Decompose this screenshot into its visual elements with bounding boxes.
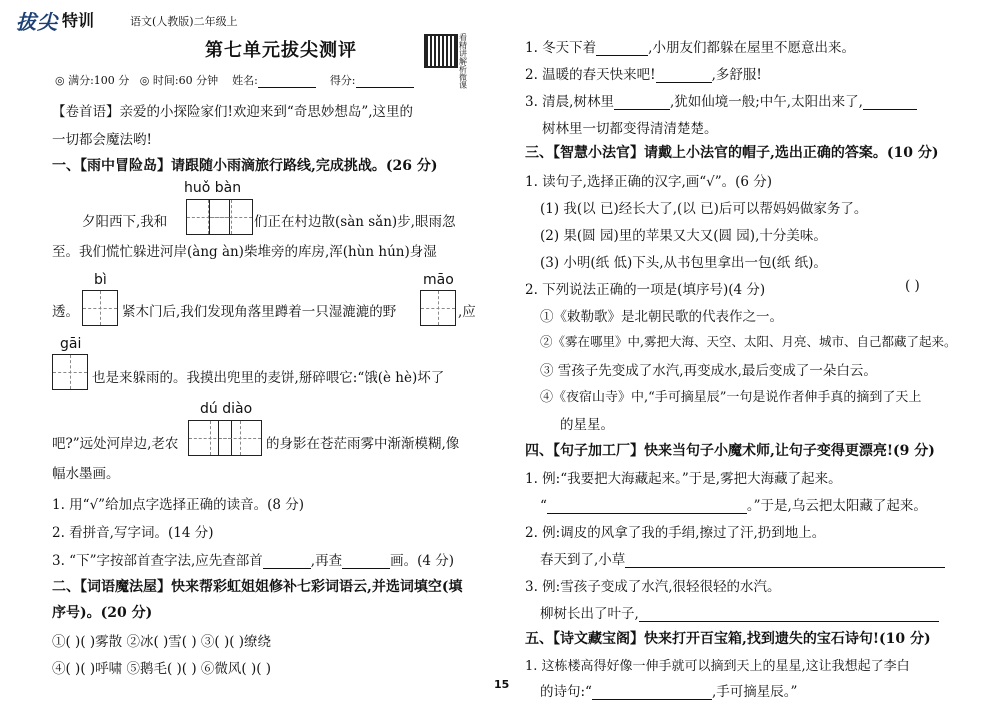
answer-blank[interactable] (263, 554, 311, 569)
name-label: 姓名: (232, 74, 258, 87)
fill-2-a: 2. 温暖的春天快来吧! (525, 67, 656, 83)
passage-line-2: 至。我们慌忙躲进河岸(àng àn)柴堆旁的库房,浑(hùn hún)身湿 (52, 244, 437, 260)
choice-line-1: (1) 我(以 已)经长大了,(以 已)后可以帮妈妈做家务了。 (540, 201, 868, 217)
intro-line-2: 一切都会魔法哟! (52, 132, 152, 148)
fill-1-a: 1. 冬天下着 (525, 40, 597, 56)
q3-part-a: 3. “下”字按部首查字法,应先查部首 (52, 553, 263, 569)
q3-part-b: ,再查 (310, 553, 343, 569)
answer-blank[interactable] (863, 95, 917, 110)
poem-q1: 1. 这栋楼高得好像一伸手就可以摘到天上的星星,这让我想起了李白 (525, 659, 910, 674)
option-4: ④《夜宿山寺》中,“手可摘星辰”一句是说作者伸手真的摘到了天上 (540, 390, 922, 405)
option-4-cont: 的星星。 (560, 417, 614, 433)
answer-paren[interactable]: ( ) (905, 278, 920, 294)
option-2: ②《雾在哪里》中,雾把大海、天空、太阳、月亮、城市、自己都藏了起来。 (540, 334, 957, 349)
full-score: ◎ 满分:100 分 (55, 74, 130, 87)
answer-2 (540, 548, 945, 568)
question-3-1: 1. 读句子,选择正确的汉字,画“√”。(6 分) (525, 174, 773, 190)
fill-3-b: ,犹如仙境一般;中午,太阳出来了, (669, 94, 863, 110)
score-label: 得分: (329, 74, 356, 87)
answer-blank[interactable] (625, 553, 945, 568)
subject-label: 语文(人教版)二年级上 (130, 15, 238, 28)
passage-line-5a: 吧?”远处河岸边,老农 (52, 436, 179, 452)
passage-line-3b: 紧木门后,我们发现角落里蹲着一只湿漉漉的野 (122, 304, 397, 320)
choice-line-2: (2) 果(圆 园)里的苹果又大又(圆 园),十分美味。 (540, 228, 827, 244)
fill-2 (525, 63, 762, 83)
pinyin-dudiao: dú diào (200, 401, 253, 417)
intro-line-1: 【卷首语】亲爱的小探险家们!欢迎来到“奇思妙想岛”,这里的 (52, 104, 414, 120)
fill-2-b: ,多舒服! (711, 67, 762, 83)
fill-3-cont: 树林里一切都变得清清楚楚。 (542, 121, 718, 137)
qr-code-icon[interactable] (424, 34, 458, 68)
answer-blank[interactable] (656, 68, 712, 83)
writing-grid[interactable] (420, 290, 456, 326)
answer-blank[interactable] (342, 554, 390, 569)
page-title: 第七单元拔尖测评 (205, 40, 357, 61)
question-1-1: 1. 用“√”给加点字选择正确的读音。(8 分) (52, 497, 304, 513)
score-field[interactable] (356, 73, 414, 88)
example-3: 3. 例:雪孩子变成了水汽,很轻很轻的水汽。 (525, 579, 781, 595)
pinyin-bi: bì (94, 272, 107, 288)
brand-logo: 拔尖 (16, 10, 58, 34)
passage-line-4: 也是来躲雨的。我摸出兜里的麦饼,掰碎喂它:“饿(è hè)坏了 (92, 370, 445, 386)
option-3: ③ 雪孩子先变成了水汽,再变成水,最后变成了一朵白云。 (540, 363, 877, 379)
answer-1 (540, 494, 927, 514)
answer-1-tail: 。”于是,乌云把太阳藏了起来。 (746, 498, 927, 514)
section-2-title: 二、【词语魔法屋】快来帮彩虹姐姐修补七彩词语云,并选词填空(填 (52, 579, 463, 595)
page-number: 15 (494, 678, 510, 691)
section-3-title: 三、【智慧小法官】请戴上小法官的帽子,选出正确的答案。(10 分) (525, 145, 939, 161)
fill-1-b: ,小朋友们都躲在屋里不愿意出来。 (648, 40, 855, 56)
exam-meta (55, 72, 414, 88)
section-1-title: 一、【雨中冒险岛】请跟随小雨滴旅行路线,完成挑战。(26 分) (52, 158, 438, 174)
passage-line-3c: ,应 (458, 304, 476, 320)
answer-1-open: “ (540, 498, 547, 514)
section-2-title-cont: 序号)。(20 分) (52, 605, 153, 621)
passage-line-6: 幅水墨画。 (52, 466, 120, 482)
poem-q1-answer (540, 680, 797, 700)
example-1: 1. 例:“我要把大海藏起来。”于是,雾把大海藏了起来。 (525, 471, 842, 487)
time-limit: ◎ 时间:60 分钟 (139, 74, 219, 87)
fill-1 (525, 36, 855, 56)
passage-line-1a: 夕阳西下,我和 (82, 214, 168, 230)
writing-grid[interactable] (209, 199, 253, 235)
answer-blank[interactable] (592, 685, 712, 700)
question-3-2: 2. 下列说法正确的一项是(填序号)(4 分) (525, 282, 766, 298)
option-1: ①《敕勒歌》是北朝民歌的代表作之一。 (540, 309, 783, 325)
q3-part-c: 画。(4 分) (390, 553, 454, 569)
answer-3 (540, 602, 939, 622)
fill-3-a: 3. 清晨,树林里 (525, 94, 614, 110)
passage-line-5b: 的身影在苍茫雨雾中渐渐模糊,像 (266, 436, 460, 452)
passage-line-3a: 透。 (52, 304, 79, 320)
question-1-2: 2. 看拼音,写字词。(14 分) (52, 525, 214, 541)
pinyin-gai: gāi (60, 336, 82, 352)
answer-blank[interactable] (547, 499, 747, 514)
answer-blank[interactable] (596, 41, 648, 56)
section-5-title: 五、【诗文藏宝阁】快来打开百宝箱,找到遗失的宝石诗句!(10 分) (525, 631, 931, 647)
qr-caption: 看精讲解析微课 (459, 33, 467, 90)
writing-grid[interactable] (218, 420, 262, 456)
brand-logo-b: 特训 (62, 11, 95, 30)
answer-blank[interactable] (614, 95, 670, 110)
section-4-title: 四、【句子加工厂】快来当句子小魔术师,让句子变得更漂亮!(9 分) (525, 443, 935, 459)
question-1-3 (52, 549, 454, 569)
answer-3-lead: 柳树长出了叶子, (540, 606, 639, 622)
pinyin-huoban: huǒ bàn (184, 180, 242, 196)
answer-blank[interactable] (639, 607, 939, 622)
choice-line-3: (3) 小明(纸 低)下头,从书包里拿出一包(纸 纸)。 (540, 255, 827, 271)
name-field[interactable] (258, 73, 316, 88)
word-row-2: ④( )( )呼啸 ⑤鹅毛( )( ) ⑥微风( )( ) (52, 661, 272, 677)
example-2: 2. 例:调皮的风拿了我的手绢,擦过了汗,扔到地上。 (525, 525, 826, 541)
fill-3 (525, 90, 917, 110)
poem-q1-lead: 的诗句:“ (540, 684, 592, 700)
word-row-1: ①( )( )雾散 ②冰( )雪( ) ③( )( )缭绕 (52, 634, 272, 650)
passage-line-1b: 们正在村边散(sàn sǎn)步,眼雨忽 (254, 214, 456, 230)
writing-grid[interactable] (52, 354, 88, 390)
writing-grid[interactable] (82, 290, 118, 326)
pinyin-mao: māo (423, 272, 454, 288)
poem-q1-tail: ,手可摘星辰。” (711, 684, 798, 700)
answer-2-lead: 春天到了,小草 (540, 552, 626, 568)
